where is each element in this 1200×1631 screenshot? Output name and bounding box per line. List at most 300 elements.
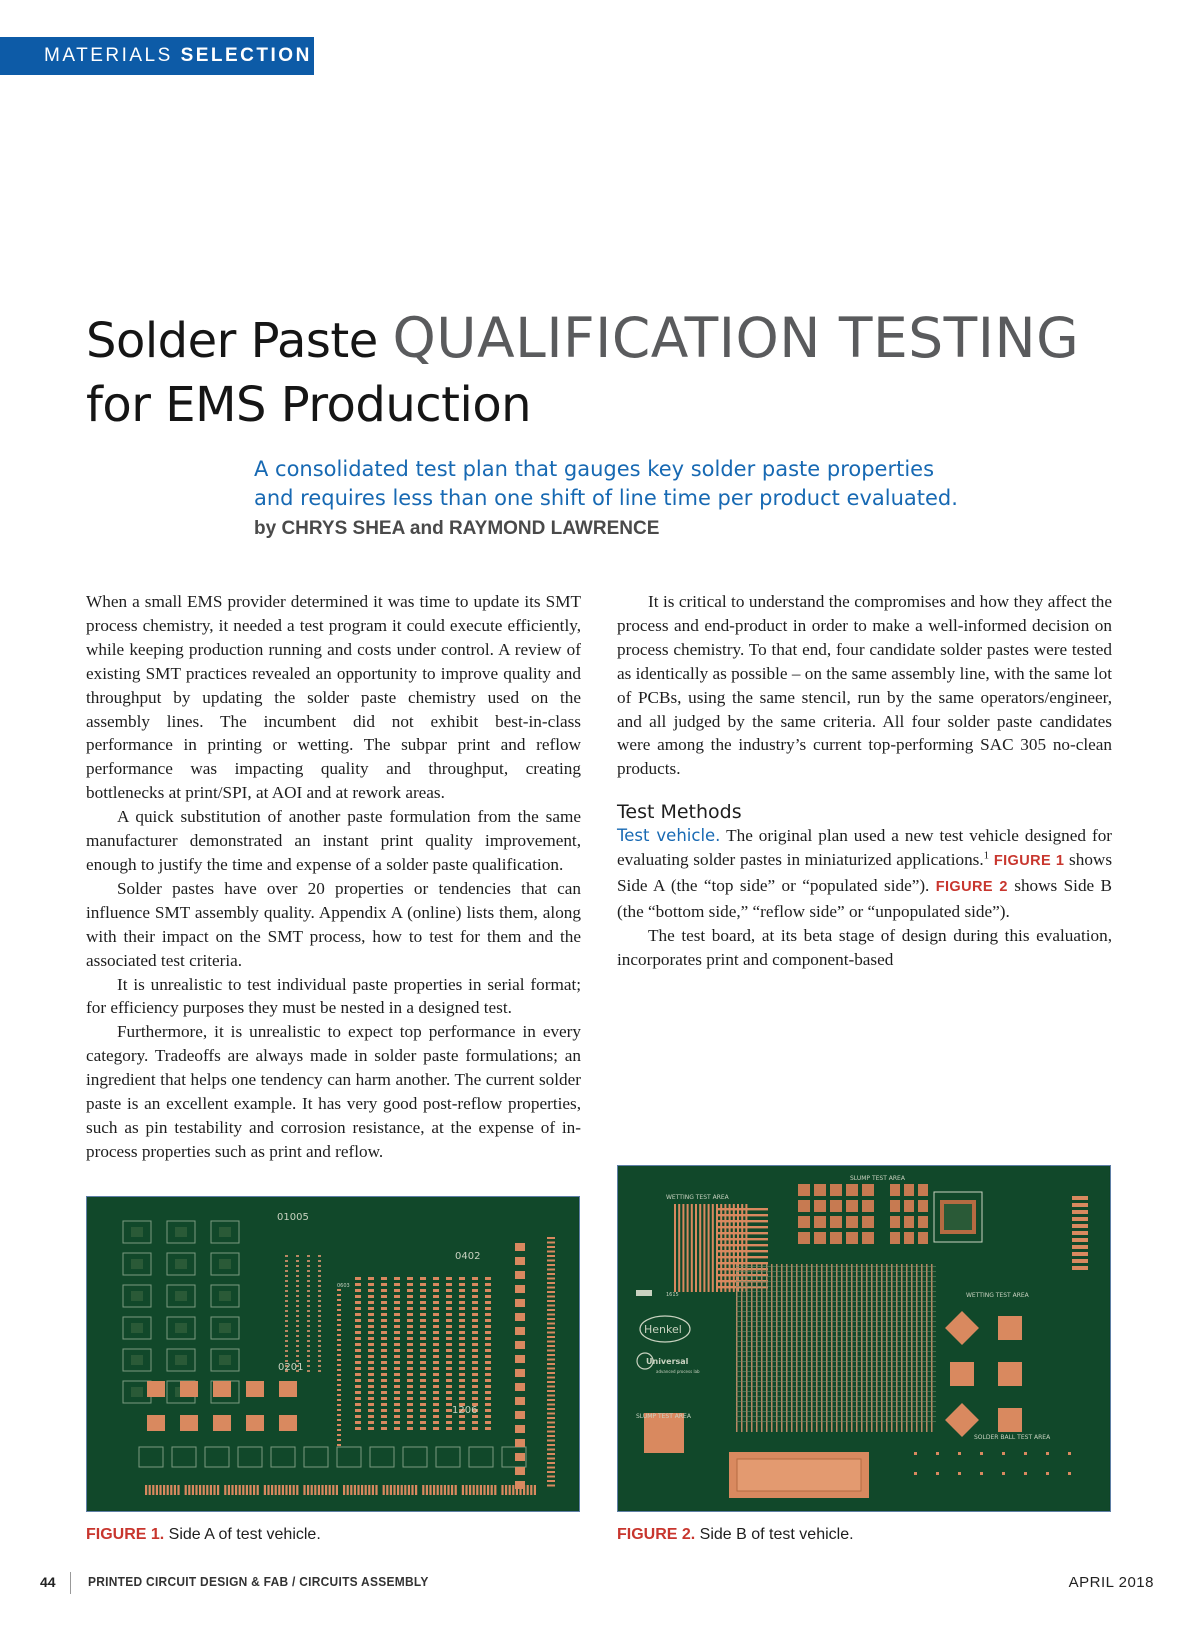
copper-dot — [355, 1367, 361, 1370]
connector-finger — [480, 1485, 482, 1495]
fine-pad — [285, 1290, 288, 1292]
connector-finger — [156, 1485, 158, 1495]
edge-finger — [547, 1336, 555, 1338]
copper-dot — [446, 1379, 452, 1382]
copper-dot — [459, 1277, 465, 1280]
connector-finger — [253, 1485, 255, 1495]
fine-pad — [296, 1355, 299, 1357]
copper-dot — [433, 1289, 439, 1292]
footer-divider — [70, 1572, 71, 1594]
footnote-ref: 1 — [983, 849, 990, 862]
copper-dot — [459, 1379, 465, 1382]
fine-pad — [307, 1280, 310, 1282]
fine-pad — [285, 1285, 288, 1287]
fine-pad — [307, 1290, 310, 1292]
solder-ball-dot — [936, 1472, 939, 1475]
part-number: 1615 — [666, 1292, 679, 1298]
slump-test-label: SLUMP TEST AREA — [850, 1175, 905, 1182]
copper-dot — [407, 1277, 413, 1280]
slump-block — [846, 1200, 858, 1212]
copper-dot — [337, 1294, 341, 1296]
edge-finger — [547, 1485, 555, 1487]
wetting-line — [708, 1204, 710, 1292]
copper-dot — [485, 1391, 491, 1394]
copper-dot — [420, 1331, 426, 1334]
copper-dot — [381, 1337, 387, 1340]
edge-finger — [547, 1471, 555, 1473]
connector-finger — [415, 1485, 417, 1495]
copper-dot — [337, 1364, 341, 1366]
solder-ball-dot — [980, 1472, 983, 1475]
connector-finger — [282, 1485, 284, 1495]
fine-pad — [296, 1260, 299, 1262]
copper-dot — [368, 1349, 374, 1352]
figure2-caption — [617, 1526, 854, 1544]
copper-dot — [394, 1349, 400, 1352]
copper-dot — [446, 1277, 452, 1280]
fine-pad — [307, 1310, 310, 1312]
copper-dot — [381, 1379, 387, 1382]
fine-line — [856, 1264, 858, 1432]
connector-finger — [429, 1485, 431, 1495]
edge-finger — [547, 1287, 555, 1289]
copper-dot — [420, 1415, 426, 1418]
copper-dot — [394, 1325, 400, 1328]
slump-block — [890, 1200, 900, 1212]
connector-finger — [437, 1485, 439, 1495]
edge-pad — [515, 1299, 525, 1307]
copper-dot — [394, 1343, 400, 1346]
copper-dot — [420, 1373, 426, 1376]
copper-dot — [446, 1361, 452, 1364]
label-1206: 1206 — [452, 1405, 478, 1416]
fine-pad — [285, 1330, 288, 1332]
copper-dot — [368, 1319, 374, 1322]
fine-grid — [736, 1311, 936, 1312]
fine-pad — [296, 1295, 299, 1297]
slump-block — [918, 1184, 928, 1196]
fine-pad — [285, 1270, 288, 1272]
copper-dot — [420, 1337, 426, 1340]
copper-dot — [433, 1337, 439, 1340]
solder-ball-dot — [980, 1452, 983, 1455]
fine-line — [891, 1264, 893, 1432]
copper-dot — [407, 1397, 413, 1400]
fine-pad — [296, 1275, 299, 1277]
edge-finger — [547, 1345, 555, 1347]
fine-pad — [285, 1340, 288, 1342]
body-column-left — [86, 590, 581, 1164]
copper-pad — [279, 1415, 297, 1431]
copper-dot — [394, 1403, 400, 1406]
fine-pad — [307, 1320, 310, 1322]
copper-dot — [420, 1397, 426, 1400]
edge-finger — [547, 1242, 555, 1244]
copper-dot — [368, 1331, 374, 1334]
copper-dot — [472, 1277, 478, 1280]
copper-dot — [394, 1289, 400, 1292]
edge-finger — [547, 1327, 555, 1329]
copper-dot — [485, 1379, 491, 1382]
component-center — [175, 1355, 187, 1365]
edge-finger — [547, 1237, 555, 1239]
fine-grid — [736, 1386, 936, 1387]
copper-dot — [407, 1283, 413, 1286]
fine-pad — [307, 1355, 310, 1357]
edge-finger — [547, 1467, 555, 1469]
edge-pad — [515, 1327, 525, 1335]
fine-grid — [736, 1276, 936, 1277]
connector-finger — [476, 1485, 478, 1495]
fine-line — [771, 1264, 773, 1432]
copper-dot — [394, 1331, 400, 1334]
slump-block — [798, 1216, 810, 1228]
copper-dot — [337, 1304, 341, 1306]
connector-finger — [285, 1485, 287, 1495]
copper-dot — [355, 1349, 361, 1352]
fine-pad — [285, 1315, 288, 1317]
figure1-caption — [86, 1526, 321, 1544]
fine-grid — [736, 1321, 936, 1322]
fine-pad — [307, 1285, 310, 1287]
copper-dot — [394, 1391, 400, 1394]
fine-grid — [736, 1376, 936, 1377]
connector-finger — [390, 1485, 392, 1495]
figure1-ref[interactable]: FIGURE 1 — [993, 853, 1065, 870]
wetting-line — [718, 1256, 768, 1258]
copper-dot — [407, 1367, 413, 1370]
copper-dot — [368, 1427, 374, 1430]
slump-block — [798, 1200, 810, 1212]
copper-dot — [420, 1391, 426, 1394]
slump-block — [918, 1216, 928, 1228]
copper-dot — [337, 1359, 341, 1361]
fine-grid — [736, 1346, 936, 1347]
copper-dot — [407, 1313, 413, 1316]
copper-dot — [407, 1403, 413, 1406]
edge-pad — [515, 1369, 525, 1377]
slump-block — [904, 1184, 914, 1196]
copper-dot — [381, 1367, 387, 1370]
fine-line — [811, 1264, 813, 1432]
copper-dot — [485, 1307, 491, 1310]
edge-finger — [1072, 1259, 1088, 1263]
edge-finger — [547, 1282, 555, 1284]
copper-dot — [433, 1283, 439, 1286]
copper-dot — [394, 1283, 400, 1286]
copper-dot — [407, 1337, 413, 1340]
copper-dot — [446, 1367, 452, 1370]
copper-dot — [472, 1427, 478, 1430]
copper-dot — [337, 1404, 341, 1406]
fine-line — [851, 1264, 853, 1432]
paragraph: The test board, at its beta stage of design during this evaluation, incorporates print and component-based — [617, 925, 1112, 969]
body-column-right — [617, 590, 1112, 972]
slump-block — [814, 1232, 826, 1244]
fine-pad — [307, 1260, 310, 1262]
publication-name: PRINTED CIRCUIT DESIGN & FAB / CIRCUITS ASSEMBLY — [88, 1574, 429, 1589]
copper-dot — [407, 1379, 413, 1382]
copper-dot — [433, 1415, 439, 1418]
connector-finger — [217, 1485, 219, 1495]
copper-dot — [433, 1349, 439, 1352]
solder-ball-dot — [1046, 1472, 1049, 1475]
edge-finger — [547, 1444, 555, 1446]
fine-grid — [736, 1371, 936, 1372]
copper-dot — [446, 1391, 452, 1394]
fine-pad — [318, 1370, 321, 1372]
edge-pad — [515, 1439, 525, 1447]
fine-pad — [307, 1315, 310, 1317]
edge-finger — [547, 1417, 555, 1419]
label-0603: 0603 — [337, 1283, 350, 1289]
fine-pad — [307, 1325, 310, 1327]
fine-line — [786, 1264, 788, 1432]
copper-dot — [459, 1283, 465, 1286]
copper-dot — [472, 1319, 478, 1322]
wetting-line — [729, 1204, 731, 1292]
wetting-line — [691, 1204, 693, 1292]
copper-dot — [381, 1403, 387, 1406]
henkel-logo: Henkel — [644, 1323, 682, 1336]
copper-dot — [485, 1349, 491, 1352]
wetting-line — [718, 1268, 768, 1270]
copper-dot — [394, 1313, 400, 1316]
fine-pad — [307, 1330, 310, 1332]
fine-grid — [736, 1301, 936, 1302]
copper-dot — [459, 1289, 465, 1292]
copper-dot — [433, 1379, 439, 1382]
solder-ball-dot — [958, 1452, 961, 1455]
fine-grid — [736, 1306, 936, 1307]
wetting-line — [733, 1204, 735, 1292]
connector-finger — [311, 1485, 313, 1495]
copper-dot — [485, 1403, 491, 1406]
fine-grid — [736, 1266, 936, 1267]
figure2-ref[interactable]: FIGURE 2 — [935, 879, 1008, 896]
connector-finger — [199, 1485, 201, 1495]
copper-dot — [420, 1403, 426, 1406]
copper-dot — [355, 1415, 361, 1418]
connector-finger — [530, 1485, 532, 1495]
copper-dot — [420, 1409, 426, 1412]
fine-line — [876, 1264, 878, 1432]
copper-dot — [485, 1415, 491, 1418]
copper-dot — [368, 1403, 374, 1406]
fine-pad — [285, 1310, 288, 1312]
connector-finger — [422, 1485, 424, 1495]
copper-dot — [420, 1379, 426, 1382]
connector-finger — [177, 1485, 179, 1495]
copper-dot — [394, 1397, 400, 1400]
component-center — [131, 1227, 143, 1237]
fine-pad — [285, 1280, 288, 1282]
fine-pad — [307, 1360, 310, 1362]
copper-dot — [433, 1361, 439, 1364]
connector-finger — [505, 1485, 507, 1495]
copper-dot — [355, 1295, 361, 1298]
fine-pad — [296, 1335, 299, 1337]
copper-dot — [420, 1361, 426, 1364]
copper-dot — [355, 1361, 361, 1364]
copper-dot — [394, 1319, 400, 1322]
copper-dot — [337, 1334, 341, 1336]
fine-pad — [285, 1350, 288, 1352]
connector-finger — [228, 1485, 230, 1495]
copper-pad — [246, 1415, 264, 1431]
copper-dot — [407, 1427, 413, 1430]
copper-dot — [368, 1325, 374, 1328]
edge-finger — [1072, 1252, 1088, 1256]
copper-dot — [472, 1367, 478, 1370]
fine-pad — [296, 1310, 299, 1312]
copper-dot — [472, 1355, 478, 1358]
article-deck — [254, 455, 1154, 513]
copper-dot — [472, 1325, 478, 1328]
connector-finger — [329, 1485, 331, 1495]
copper-dot — [446, 1373, 452, 1376]
label-0201: 0201 — [278, 1362, 304, 1373]
fine-line — [736, 1264, 738, 1432]
article-title — [86, 306, 1186, 437]
connector-finger — [408, 1485, 410, 1495]
copper-dot — [394, 1421, 400, 1424]
fine-pad — [318, 1265, 321, 1267]
copper-dot — [337, 1439, 341, 1441]
copper-dot — [368, 1313, 374, 1316]
slump-block — [830, 1216, 842, 1228]
slump-block — [862, 1232, 874, 1244]
copper-dot — [407, 1349, 413, 1352]
connector-finger — [411, 1485, 413, 1495]
edge-finger — [547, 1278, 555, 1280]
copper-dot — [433, 1427, 439, 1430]
fine-pad — [318, 1335, 321, 1337]
slump-block — [814, 1216, 826, 1228]
slump-block — [890, 1184, 900, 1196]
edge-pad — [515, 1243, 525, 1251]
component-center — [175, 1227, 187, 1237]
figure2-caption-text: Side B of test vehicle. — [695, 1526, 854, 1543]
connector-finger — [433, 1485, 435, 1495]
copper-dot — [381, 1295, 387, 1298]
connector-finger — [257, 1485, 259, 1495]
copper-dot — [394, 1409, 400, 1412]
copper-dot — [337, 1369, 341, 1371]
paragraph: Test vehicle. The original plan used a new test vehicle designed for evaluating solder pastes in miniaturized applications.$^1$ FIGURE 1 shows Side A (the “top side” or “populated side”). FIGURE 2 shows Side B (the “bottom side,” “reflow side” or “unpopulated side”). — [617, 826, 1113, 921]
fine-grid — [736, 1391, 936, 1392]
component-center — [131, 1355, 143, 1365]
copper-dot — [485, 1325, 491, 1328]
connector-finger — [494, 1485, 496, 1495]
edge-finger — [547, 1453, 555, 1455]
fine-line — [806, 1264, 808, 1432]
wetting-line — [718, 1220, 768, 1222]
slump-block — [862, 1184, 874, 1196]
edge-finger — [547, 1305, 555, 1307]
fine-pad — [285, 1335, 288, 1337]
copper-dot — [368, 1289, 374, 1292]
copper-dot — [381, 1331, 387, 1334]
fine-line — [916, 1264, 918, 1432]
copper-dot — [446, 1421, 452, 1424]
copper-dot — [407, 1373, 413, 1376]
connector-finger — [149, 1485, 151, 1495]
connector-finger — [451, 1485, 453, 1495]
copper-dot — [446, 1295, 452, 1298]
fine-pad — [296, 1300, 299, 1302]
fine-line — [801, 1264, 803, 1432]
copper-dot — [394, 1301, 400, 1304]
copper-dot — [433, 1385, 439, 1388]
copper-dot — [381, 1361, 387, 1364]
slump-block — [830, 1232, 842, 1244]
connector-finger — [469, 1485, 471, 1495]
copper-dot — [485, 1313, 491, 1316]
connector-finger — [383, 1485, 385, 1495]
copper-dot — [337, 1314, 341, 1316]
copper-pad — [246, 1381, 264, 1397]
copper-dot — [446, 1397, 452, 1400]
copper-dot — [485, 1367, 491, 1370]
copper-dot — [407, 1319, 413, 1322]
connector-finger — [491, 1485, 493, 1495]
edge-finger — [547, 1390, 555, 1392]
slump-block — [862, 1200, 874, 1212]
copper-dot — [337, 1339, 341, 1341]
paragraph: When a small EMS provider determined it was time to update its SMT process chemistry, it needed a test program it could execute efficiently, while keeping production running and costs under control. A review of existing SMT practices revealed an opportunity to improve quality and throughput by updating the solder paste chemistry used on the assembly lines. The incumbent did not exhibit best-in-class performance in printing or wetting. The subpar print and reflow performance was impacting quality and throughput, creating bottlenecks at print/SPI, at AOI and at rework areas. — [86, 592, 581, 803]
edge-pad — [515, 1313, 525, 1321]
fine-grid — [736, 1381, 936, 1382]
edge-pad — [515, 1467, 525, 1475]
fine-line — [866, 1264, 868, 1432]
wetting-test-label-right: WETTING TEST AREA — [966, 1292, 1029, 1299]
fine-pad — [307, 1300, 310, 1302]
title-part3: for EMS Production — [86, 377, 532, 433]
fine-pad — [318, 1310, 321, 1312]
solder-ball-test-label: SOLDER BALL TEST AREA — [974, 1434, 1051, 1441]
copper-dot — [337, 1444, 341, 1446]
fine-line — [826, 1264, 828, 1432]
edge-finger — [547, 1264, 555, 1266]
connector-finger — [318, 1485, 320, 1495]
edge-finger — [547, 1273, 555, 1275]
fine-pad — [296, 1305, 299, 1307]
copper-dot — [485, 1397, 491, 1400]
connector-finger — [473, 1485, 475, 1495]
connector-finger — [145, 1485, 147, 1495]
copper-dot — [407, 1409, 413, 1412]
paragraph: It is critical to understand the compromises and how they affect the process and end-product in order to make a well-informed decision on process chemistry. To that end, four candidate solder pastes were tested as identically as possible – on the same assembly line, with the same lot of PCBs, using the same stencil, run by the same operators/engineer, and all judged by the same criteria. All four solder paste candidates were among the industry’s current top-performing SAC 305 no-clean products. — [617, 592, 1112, 779]
copper-dot — [381, 1319, 387, 1322]
fine-pad — [285, 1305, 288, 1307]
copper-dot — [446, 1427, 452, 1430]
component-center — [131, 1387, 143, 1397]
edge-pad — [515, 1355, 525, 1363]
component-center — [219, 1323, 231, 1333]
copper-dot — [433, 1277, 439, 1280]
copper-dot — [355, 1325, 361, 1328]
fine-line — [761, 1264, 763, 1432]
copper-dot — [485, 1355, 491, 1358]
copper-dot — [355, 1277, 361, 1280]
component-center — [219, 1259, 231, 1269]
edge-finger — [547, 1413, 555, 1415]
component-center — [219, 1291, 231, 1301]
connector-finger — [397, 1485, 399, 1495]
copper-dot — [446, 1319, 452, 1322]
copper-dot — [355, 1373, 361, 1376]
